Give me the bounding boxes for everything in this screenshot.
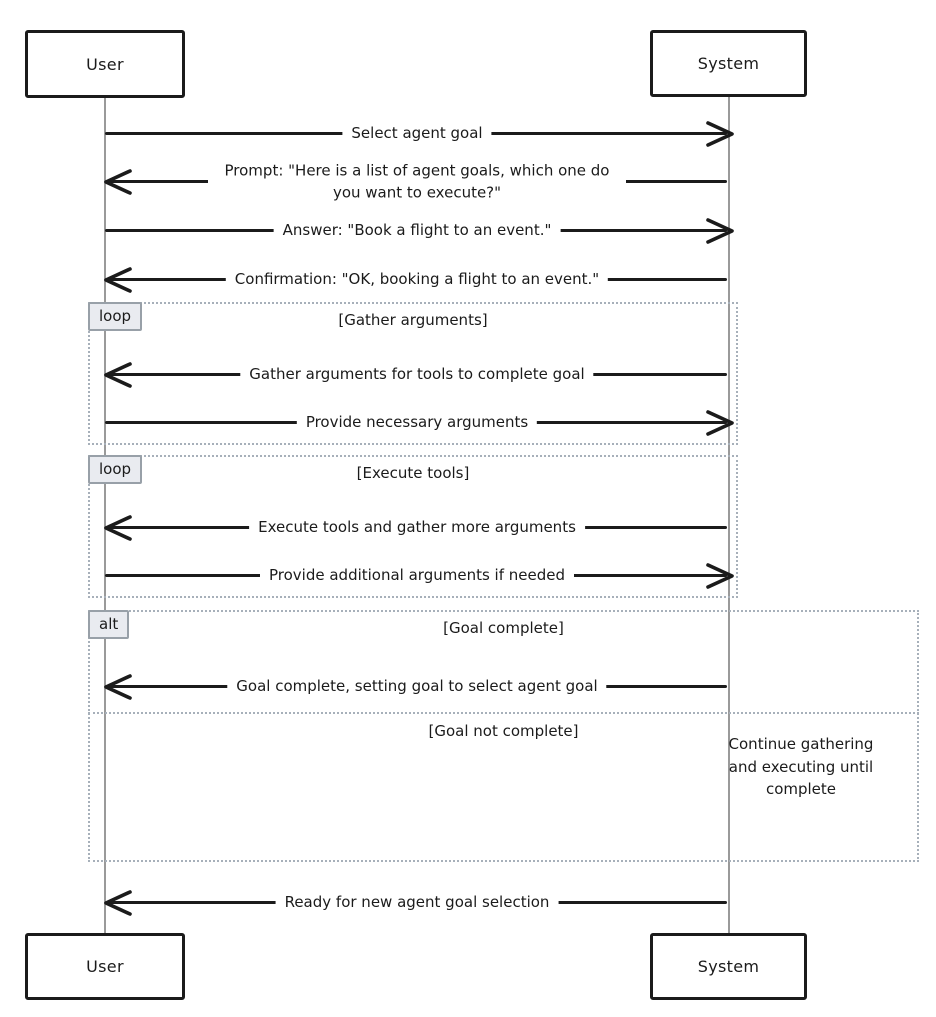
fragment-keyword-label: loop bbox=[88, 455, 142, 484]
message-label: Gather arguments for tools to complete goal bbox=[240, 363, 593, 387]
fragment-divider bbox=[88, 712, 919, 714]
arrowhead-right-icon bbox=[704, 409, 736, 437]
message-label: Confirmation: "OK, booking a flight to an event." bbox=[226, 268, 608, 292]
actor-label: User bbox=[86, 957, 124, 976]
fragment-title: [Execute tools] bbox=[356, 464, 470, 482]
note-continue-gathering: Continue gathering and executing until complete bbox=[728, 735, 874, 798]
message-label: Provide necessary arguments bbox=[297, 411, 537, 435]
fragment-divider-title: [Goal not complete] bbox=[428, 722, 579, 740]
message-label: Select agent goal bbox=[342, 122, 491, 146]
arrowhead-right-icon bbox=[704, 562, 736, 590]
arrowhead-left-icon bbox=[102, 673, 134, 701]
actor-system-top bbox=[650, 30, 807, 97]
message-label: Provide additional arguments if needed bbox=[260, 564, 574, 588]
arrowhead-left-icon bbox=[102, 266, 134, 294]
arrowhead-right-icon bbox=[704, 120, 736, 148]
actor-system-bottom bbox=[650, 933, 807, 1000]
message-label: Ready for new agent goal selection bbox=[276, 891, 559, 915]
message-label: Answer: "Book a flight to an event." bbox=[274, 219, 561, 243]
message-label: Prompt: "Here is a list of agent goals, which one do you want to execute?" bbox=[208, 159, 626, 205]
message-label: Goal complete, setting goal to select agent goal bbox=[227, 675, 606, 699]
actor-user-top bbox=[25, 30, 185, 98]
arrowhead-left-icon bbox=[102, 514, 134, 542]
actor-user-bottom bbox=[25, 933, 185, 1000]
fragment-keyword-label: loop bbox=[88, 302, 142, 331]
fragment-title: [Goal complete] bbox=[443, 619, 564, 637]
actor-label: System bbox=[697, 957, 760, 976]
message-label: Execute tools and gather more arguments bbox=[249, 516, 585, 540]
fragment-keyword-label: alt bbox=[88, 610, 129, 639]
arrowhead-right-icon bbox=[704, 217, 736, 245]
actor-label: System bbox=[697, 54, 760, 73]
arrowhead-left-icon bbox=[102, 361, 134, 389]
arrowhead-left-icon bbox=[102, 889, 134, 917]
arrowhead-left-icon bbox=[102, 168, 134, 196]
fragment-title: [Gather arguments] bbox=[338, 311, 488, 329]
actor-label: User bbox=[86, 54, 124, 74]
